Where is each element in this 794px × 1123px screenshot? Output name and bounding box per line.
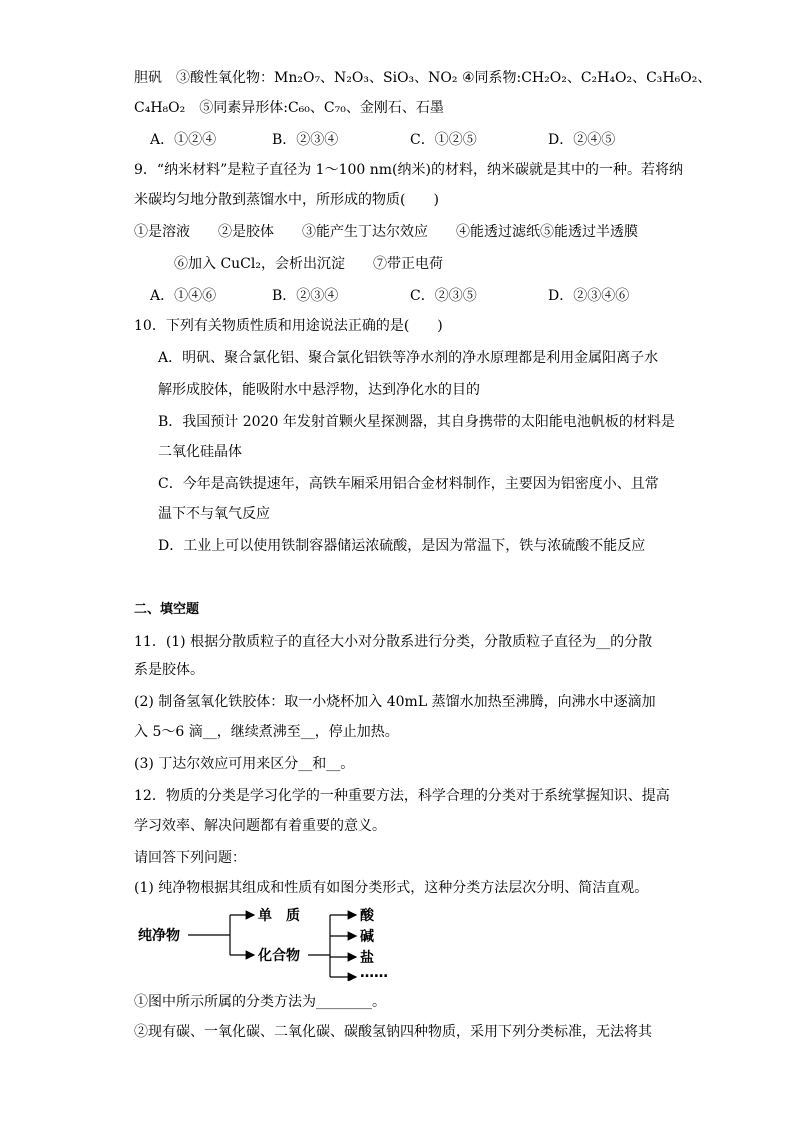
option-d: D．②③④⑥: [548, 288, 630, 304]
options-q8: [150, 130, 650, 150]
diagram-leaf-base: 碱: [360, 929, 374, 945]
text-line: 解形成胶体，能吸附水中悬浮物，达到净化水的目的: [158, 382, 480, 398]
text-line: ①图中所示所属的分类方法为________。: [134, 994, 386, 1010]
question-10: 10．下列有关物质性质和用途说法正确的是( ): [134, 318, 443, 334]
option-c: C．①②⑤: [410, 132, 477, 148]
diagram-leaf-more: ……: [360, 965, 388, 981]
section-heading: 二、填空题: [134, 602, 200, 617]
option-a: A．①④⑥: [150, 288, 217, 304]
text-line: 米碳均匀地分散到蒸馏水中，所形成的物质( ): [134, 192, 439, 208]
option-b: B．我国预计 2020 年发射首颗火星探测器，其自身携带的太阳能电池帆板的材料是: [158, 414, 675, 430]
text-line: 系是胶体。: [134, 662, 204, 678]
option-b: B．②③④: [272, 132, 339, 148]
text-line: 胆矾 ③酸性氧化物：Mn₂O₇、N₂O₃、SiO₃、NO₂ ④同系物:CH₂O₂、C₂H₄O₂、C₃H₆O₂、: [134, 70, 712, 86]
option-a: A．明矾、聚合氯化铝、聚合氯化铝铁等净水剂的净水原理都是利用金属阳离子水: [158, 350, 659, 366]
text-line: 入 5～6 滴__，继续煮沸至__，停止加热。: [134, 724, 399, 740]
text-line: ①是溶液 ②是胶体 ③能产生丁达尔效应 ④能透过滤纸⑤能透过半透膜: [134, 224, 638, 240]
diagram-branch-compounds: 化合物: [258, 948, 300, 964]
text-line: ⑥加入 CuCl₂，会析出沉淀 ⑦带正电荷: [174, 256, 443, 272]
option-d: D．②④⑤: [548, 132, 616, 148]
text-line: (2) 制备氢氧化铁胶体：取一小烧杯加入 40mL 蒸馏水加热至沸腾，向沸水中逐滴加: [134, 694, 656, 710]
text-line: 学习效率、解决问题都有着重要的意义。: [134, 818, 386, 834]
option-c: C．今年是高铁提速年，高铁车厢采用铝合金材料制作，主要因为铝密度小、且常: [158, 476, 659, 492]
option-a: A．①②④: [150, 132, 217, 148]
question-11: 11．(1) 根据分散质粒子的直径大小对分散系进行分类，分散质粒子直径为__的分散: [134, 634, 653, 650]
question-9: 9．“纳米材料”是粒子直径为 1～100 nm(纳米)的材料，纳米碳就是其中的一种。若将纳: [134, 162, 683, 178]
text-line: C₄H₈O₂ ⑤同素异形体:C₆₀、C₇₀、金刚石、石墨: [134, 100, 444, 116]
classification-diagram: [130, 903, 410, 981]
diagram-leaf-acid: 酸: [360, 908, 374, 924]
text-line: 温下不与氧气反应: [158, 506, 270, 522]
text-line: 二氧化硅晶体: [158, 444, 242, 460]
option-d: D．工业上可以使用铁制容器储运浓硫酸，是因为常温下，铁与浓硫酸不能反应: [158, 538, 646, 554]
text-line: ②现有碳、一氧化碳、二氧化碳、碳酸氢钠四种物质，采用下列分类标准，无法将其: [134, 1024, 652, 1040]
diagram-root: 纯净物: [138, 928, 180, 944]
option-c: C．②③⑤: [410, 288, 477, 304]
text-line: (1) 纯净物根据其组成和性质有如图分类形式，这种分类方法层次分明、简洁直观。: [134, 880, 649, 896]
options-q9: [150, 286, 650, 306]
diagram-leaf-salt: 盐: [360, 950, 374, 966]
option-b: B．②③④: [272, 288, 339, 304]
text-line: (3) 丁达尔效应可用来区分__和__。: [134, 756, 355, 772]
diagram-branch-elements: 单 质: [258, 908, 300, 924]
question-12: 12．物质的分类是学习化学的一种重要方法，科学合理的分类对于系统掌握知识、提高: [134, 788, 670, 804]
text-line: 请回答下列问题：: [134, 850, 246, 866]
